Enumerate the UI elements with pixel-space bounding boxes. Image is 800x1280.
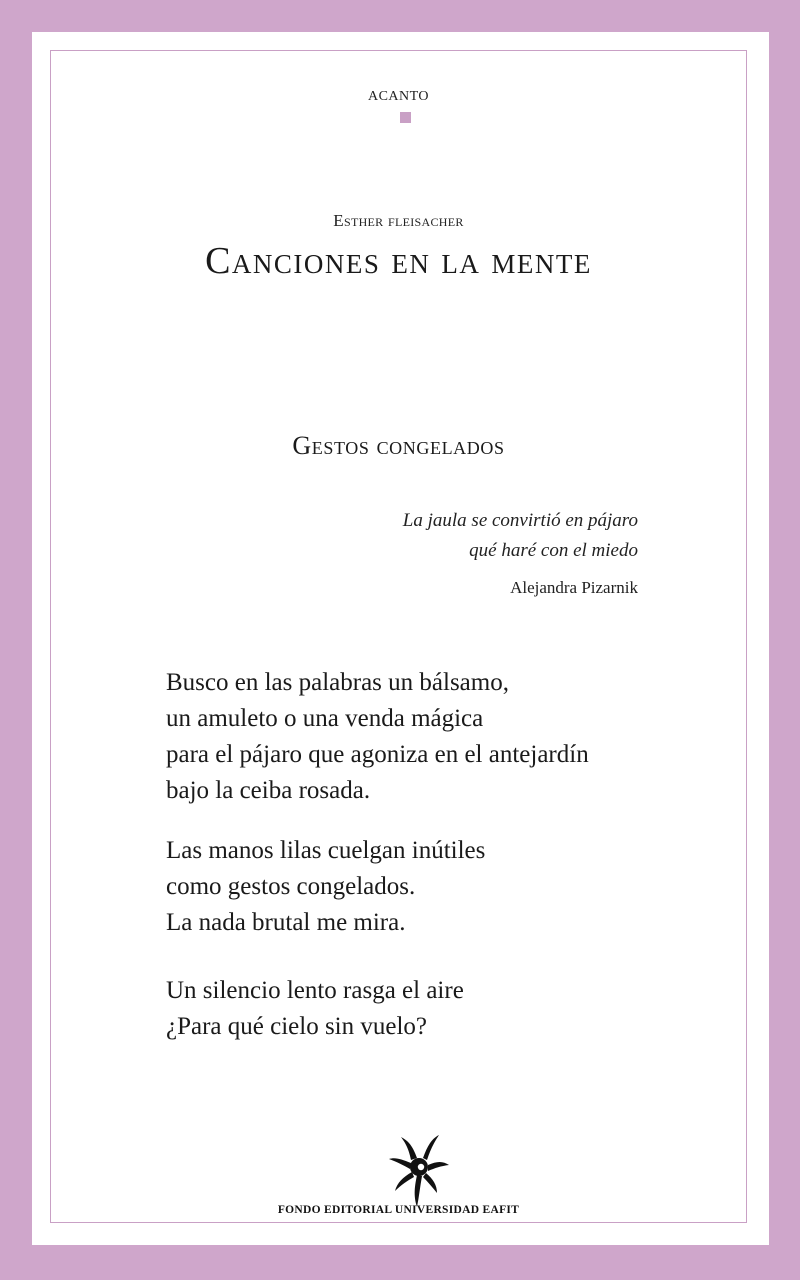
epigraph-line: La jaula se convirtió en pájaro xyxy=(402,510,638,531)
poem-line: Un silencio lento rasga el aire xyxy=(166,977,464,1004)
poem-title: Gestos congelados xyxy=(292,431,505,460)
series-square-ornament xyxy=(400,112,411,123)
inner-frame xyxy=(50,50,747,1223)
poem-line: ¿Para qué cielo sin vuelo? xyxy=(166,1013,428,1040)
poem-line: bajo la ceiba rosada. xyxy=(166,777,371,804)
book-cover-page xyxy=(32,32,769,1245)
poem-stanza-2 xyxy=(166,833,485,941)
series-label: ACANTO xyxy=(367,89,430,104)
book-title: Canciones en la mente xyxy=(205,240,592,282)
epigraph-line: qué haré con el miedo xyxy=(469,540,638,561)
poem-stanza-1 xyxy=(166,665,589,809)
poem-line: un amuleto o una venda mágica xyxy=(166,705,484,732)
book-author: Esther fleisacher xyxy=(333,211,464,230)
publisher-name: FONDO EDITORIAL UNIVERSIDAD EAFIT xyxy=(277,1204,520,1216)
epigraph-author: Alejandra Pizarnik xyxy=(510,578,638,597)
poem-line: Busco en las palabras un bálsamo, xyxy=(166,669,509,696)
poem-line: La nada brutal me mira. xyxy=(166,909,406,936)
epigraph xyxy=(403,506,638,566)
poem-stanza-3 xyxy=(166,973,464,1045)
poem-line: como gestos congelados. xyxy=(166,873,416,900)
poem-line: para el pájaro que agoniza en el antejardín xyxy=(166,741,589,768)
poem-line: Las manos lilas cuelgan inútiles xyxy=(166,837,486,864)
